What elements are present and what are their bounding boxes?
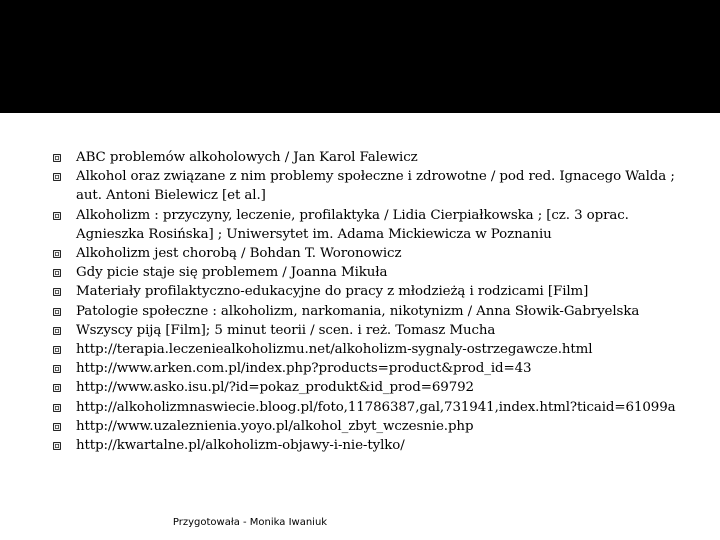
bibliography-item xyxy=(50,206,690,244)
author-footer: Przygotowała - Monika Iwaniuk xyxy=(172,517,328,528)
hollow-square-bullet-icon xyxy=(53,288,61,296)
bibliography-item-text: http://terapia.leczeniealkoholizmu.net/alkoholizm-sygnaly-ostrzegawcze.html xyxy=(76,342,593,358)
bibliography-item-text: http://www.asko.isu.pl/?id=pokaz_produkt&id_prod=69792 xyxy=(76,380,474,396)
hollow-square-bullet-icon xyxy=(53,365,61,373)
bibliography-item xyxy=(50,244,690,263)
bibliography-item-text: ABC problemów alkoholowych / Jan Karol Falewicz xyxy=(76,150,418,165)
bibliography-item xyxy=(50,302,690,321)
bibliography-item xyxy=(50,148,690,167)
hollow-square-bullet-icon xyxy=(53,269,61,277)
bibliography-item-text: Gdy picie staje się problemem / Joanna Mikuła xyxy=(76,265,388,281)
hollow-square-bullet-icon xyxy=(53,327,61,335)
bibliography-item-text: Materiały profilaktyczno-edukacyjne do pracy z młodzieżą i rodzicami [Film] xyxy=(76,284,589,300)
bibliography-item xyxy=(50,378,690,397)
hollow-square-bullet-icon xyxy=(53,423,61,431)
hollow-square-bullet-icon xyxy=(53,173,61,181)
hollow-square-bullet-icon xyxy=(53,442,61,450)
hollow-square-bullet-icon xyxy=(53,346,61,354)
hollow-square-bullet-icon xyxy=(53,250,61,258)
bibliography-item xyxy=(50,359,690,378)
bibliography-item xyxy=(50,167,690,205)
title-bar xyxy=(0,0,720,113)
bibliography-item-text: Alkoholizm : przyczyny, leczenie, profilaktyka / Lidia Cierpiałkowska ; [cz. 3 oprac. Agnieszka Rosińska] ; Uniwersytet im. Adama Mickiewicza w Poznaniu xyxy=(76,207,629,242)
bibliography-item xyxy=(50,321,690,340)
bibliography-item xyxy=(50,398,690,417)
bibliography-item-text: http://kwartalne.pl/alkoholizm-objawy-i-nie-tylko/ xyxy=(76,438,405,454)
bibliography-item-text: Alkohol oraz związane z nim problemy społeczne i zdrowotne / pod red. Ignacego Walda ; aut. Antoni Bielewicz [et al.] xyxy=(76,169,675,204)
bibliography-item xyxy=(50,340,690,359)
bibliography-item-text: http://www.uzaleznienia.yoyo.pl/alkohol_zbyt_wczesnie.php xyxy=(76,418,474,434)
hollow-square-bullet-icon xyxy=(53,154,61,162)
bibliography-item xyxy=(50,417,690,436)
bibliography-item xyxy=(50,263,690,282)
bibliography-item-text: http://www.arken.com.pl/index.php?products=product&prod_id=43 xyxy=(76,361,532,377)
bibliography-list xyxy=(50,148,690,455)
bibliography-item xyxy=(50,436,690,455)
hollow-square-bullet-icon xyxy=(53,404,61,412)
hollow-square-bullet-icon xyxy=(53,212,61,220)
bibliography-item-text: Patologie społeczne : alkoholizm, narkomania, nikotynizm / Anna Słowik-Gabryelska xyxy=(76,303,640,319)
bibliography-content xyxy=(50,148,690,455)
hollow-square-bullet-icon xyxy=(53,308,61,316)
hollow-square-bullet-icon xyxy=(53,384,61,392)
bibliography-item-text: Wszyscy piją [Film]; 5 minut teorii / scen. i reż. Tomasz Mucha xyxy=(76,322,496,338)
bibliography-item-text: http://alkoholizmnaswiecie.bloog.pl/foto,11786387,gal,731941,index.html?ticaid=61099a xyxy=(76,399,676,415)
bibliography-item-text: Alkoholizm jest chorobą / Bohdan T. Woronowicz xyxy=(76,246,402,262)
bibliography-item xyxy=(50,282,690,301)
